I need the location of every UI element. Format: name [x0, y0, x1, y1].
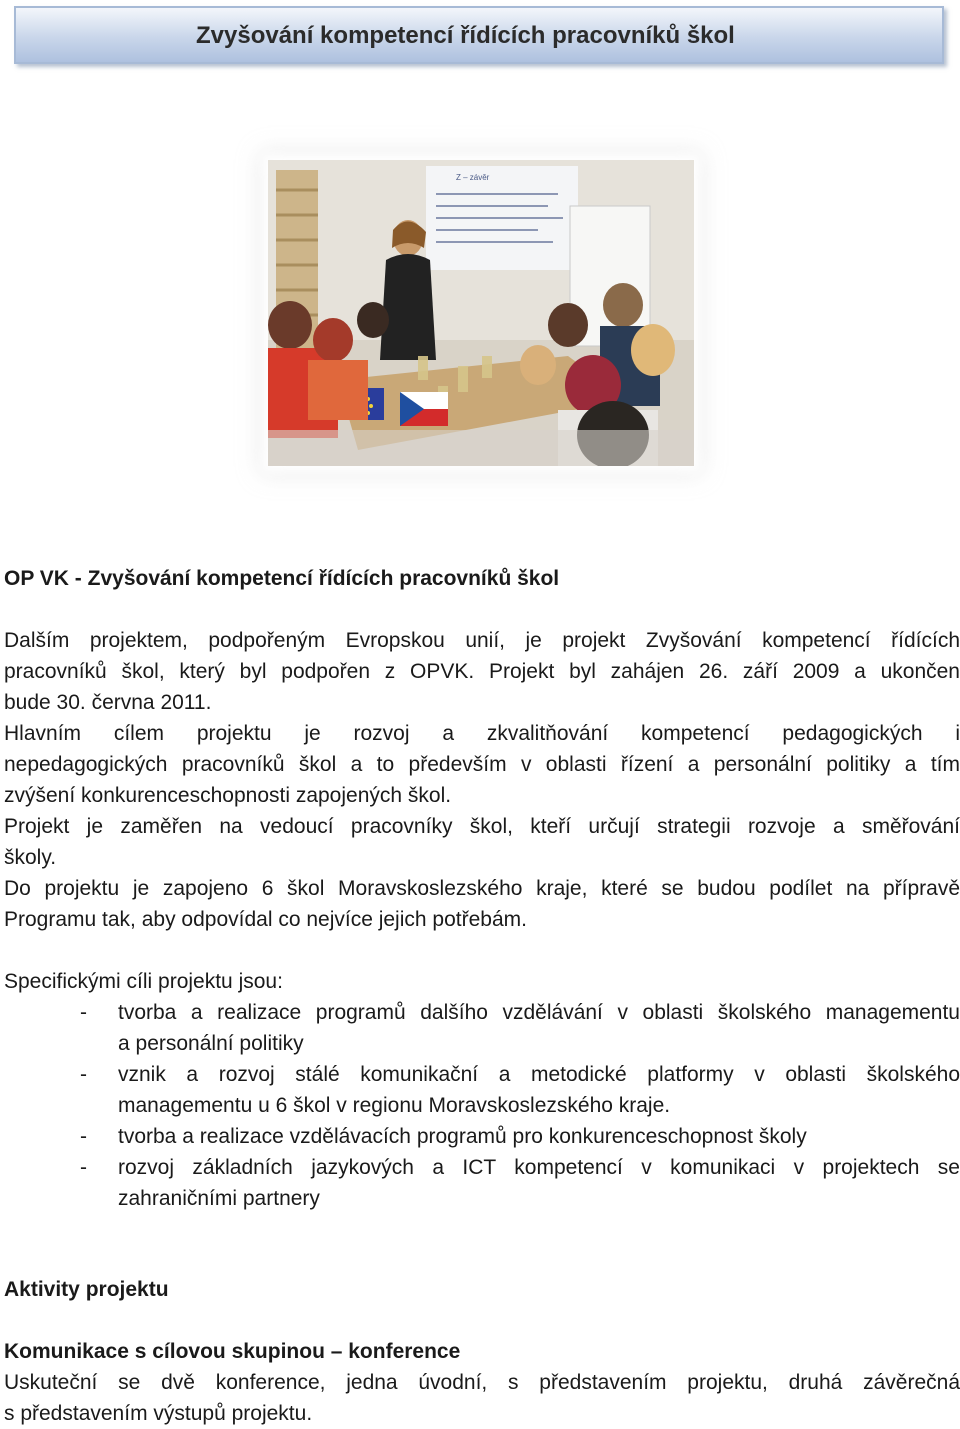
list-dash: - [80, 1063, 87, 1086]
text-line: tvorba a realizace programů dalšího vzdělávání v oblasti školského managementu [118, 1001, 960, 1024]
conference-section [4, 1336, 960, 1429]
text-line: nepedagogických pracovníků škol a to především v oblasti řízení a personální politiky a tím [4, 753, 960, 776]
text-line: Projekt je zaměřen na vedoucí pracovníky škol, kteří určují strategii rozvoje a směřování [4, 815, 960, 838]
text-line: zvýšení konkurenceschopnosti zapojených škol. [4, 784, 452, 807]
conference-heading: Komunikace s cílovou skupinou – konference [4, 1340, 461, 1363]
list-item [4, 1152, 960, 1214]
list-dash: - [80, 1001, 87, 1024]
activities-heading-block [4, 1274, 960, 1305]
title-banner [14, 6, 944, 64]
slide-title: Z – závěr [456, 173, 490, 182]
activities-heading: Aktivity projektu [4, 1278, 169, 1301]
text-line: zahraničními partnery [118, 1187, 320, 1210]
section-heading-op-vk: OP VK - Zvyšování kompetencí řídících pracovníků škol [4, 567, 560, 590]
list-item [4, 1121, 960, 1152]
list-item [4, 997, 960, 1059]
page-title: Zvyšování kompetencí řídících pracovníků škol [196, 22, 735, 49]
text-line: Programu tak, aby odpovídal co nejvíce jejich potřebám. [4, 908, 527, 931]
text-line: Uskuteční se dvě konference, jedna úvodní, s představením projektu, druhá závěrečná [4, 1371, 960, 1394]
paragraph-intro [4, 625, 960, 718]
text-line: tvorba a realizace vzdělávacích programů pro konkurenceschopnost školy [118, 1125, 807, 1148]
text-line: bude 30. června 2011. [4, 691, 212, 714]
paragraph-target [4, 811, 960, 873]
text-line: rozvoj základních jazykových a ICT kompetencí v komunikaci v projektech se [118, 1156, 960, 1179]
presentation-photo [268, 160, 694, 466]
specific-goals [4, 966, 960, 1214]
text-line: a personální politiky [118, 1032, 304, 1055]
text-line: Dalším projektem, podpořeným Evropskou unií, je projekt Zvyšování kompetencí řídících [4, 629, 960, 652]
text-line: Hlavním cílem projektu je rozvoj a zkvalitňování kompetencí pedagogických i [4, 722, 960, 745]
list-dash: - [80, 1125, 87, 1148]
text-line: managementu u 6 škol v regionu Moravskoslezského kraje. [118, 1094, 671, 1117]
text-line: Do projektu je zapojeno 6 škol Moravskoslezského kraje, které se budou podílet na přípravě [4, 877, 960, 900]
list-item [4, 1059, 960, 1121]
text-line: s představením výstupů projektu. [4, 1402, 313, 1425]
text-line: školy. [4, 846, 57, 869]
text-line: pracovníků škol, který byl podpořen z OPVK. Projekt byl zahájen 26. září 2009 a ukončen [4, 660, 960, 683]
specific-goals-intro: Specifickými cíli projektu jsou: [4, 970, 283, 993]
paragraph-main-goal [4, 718, 960, 811]
paragraph-schools [4, 873, 960, 935]
list-dash: - [80, 1156, 87, 1179]
text-line: vznik a rozvoj stálé komunikační a metodické platformy v oblasti školského [118, 1063, 960, 1086]
photo-image [268, 160, 694, 466]
